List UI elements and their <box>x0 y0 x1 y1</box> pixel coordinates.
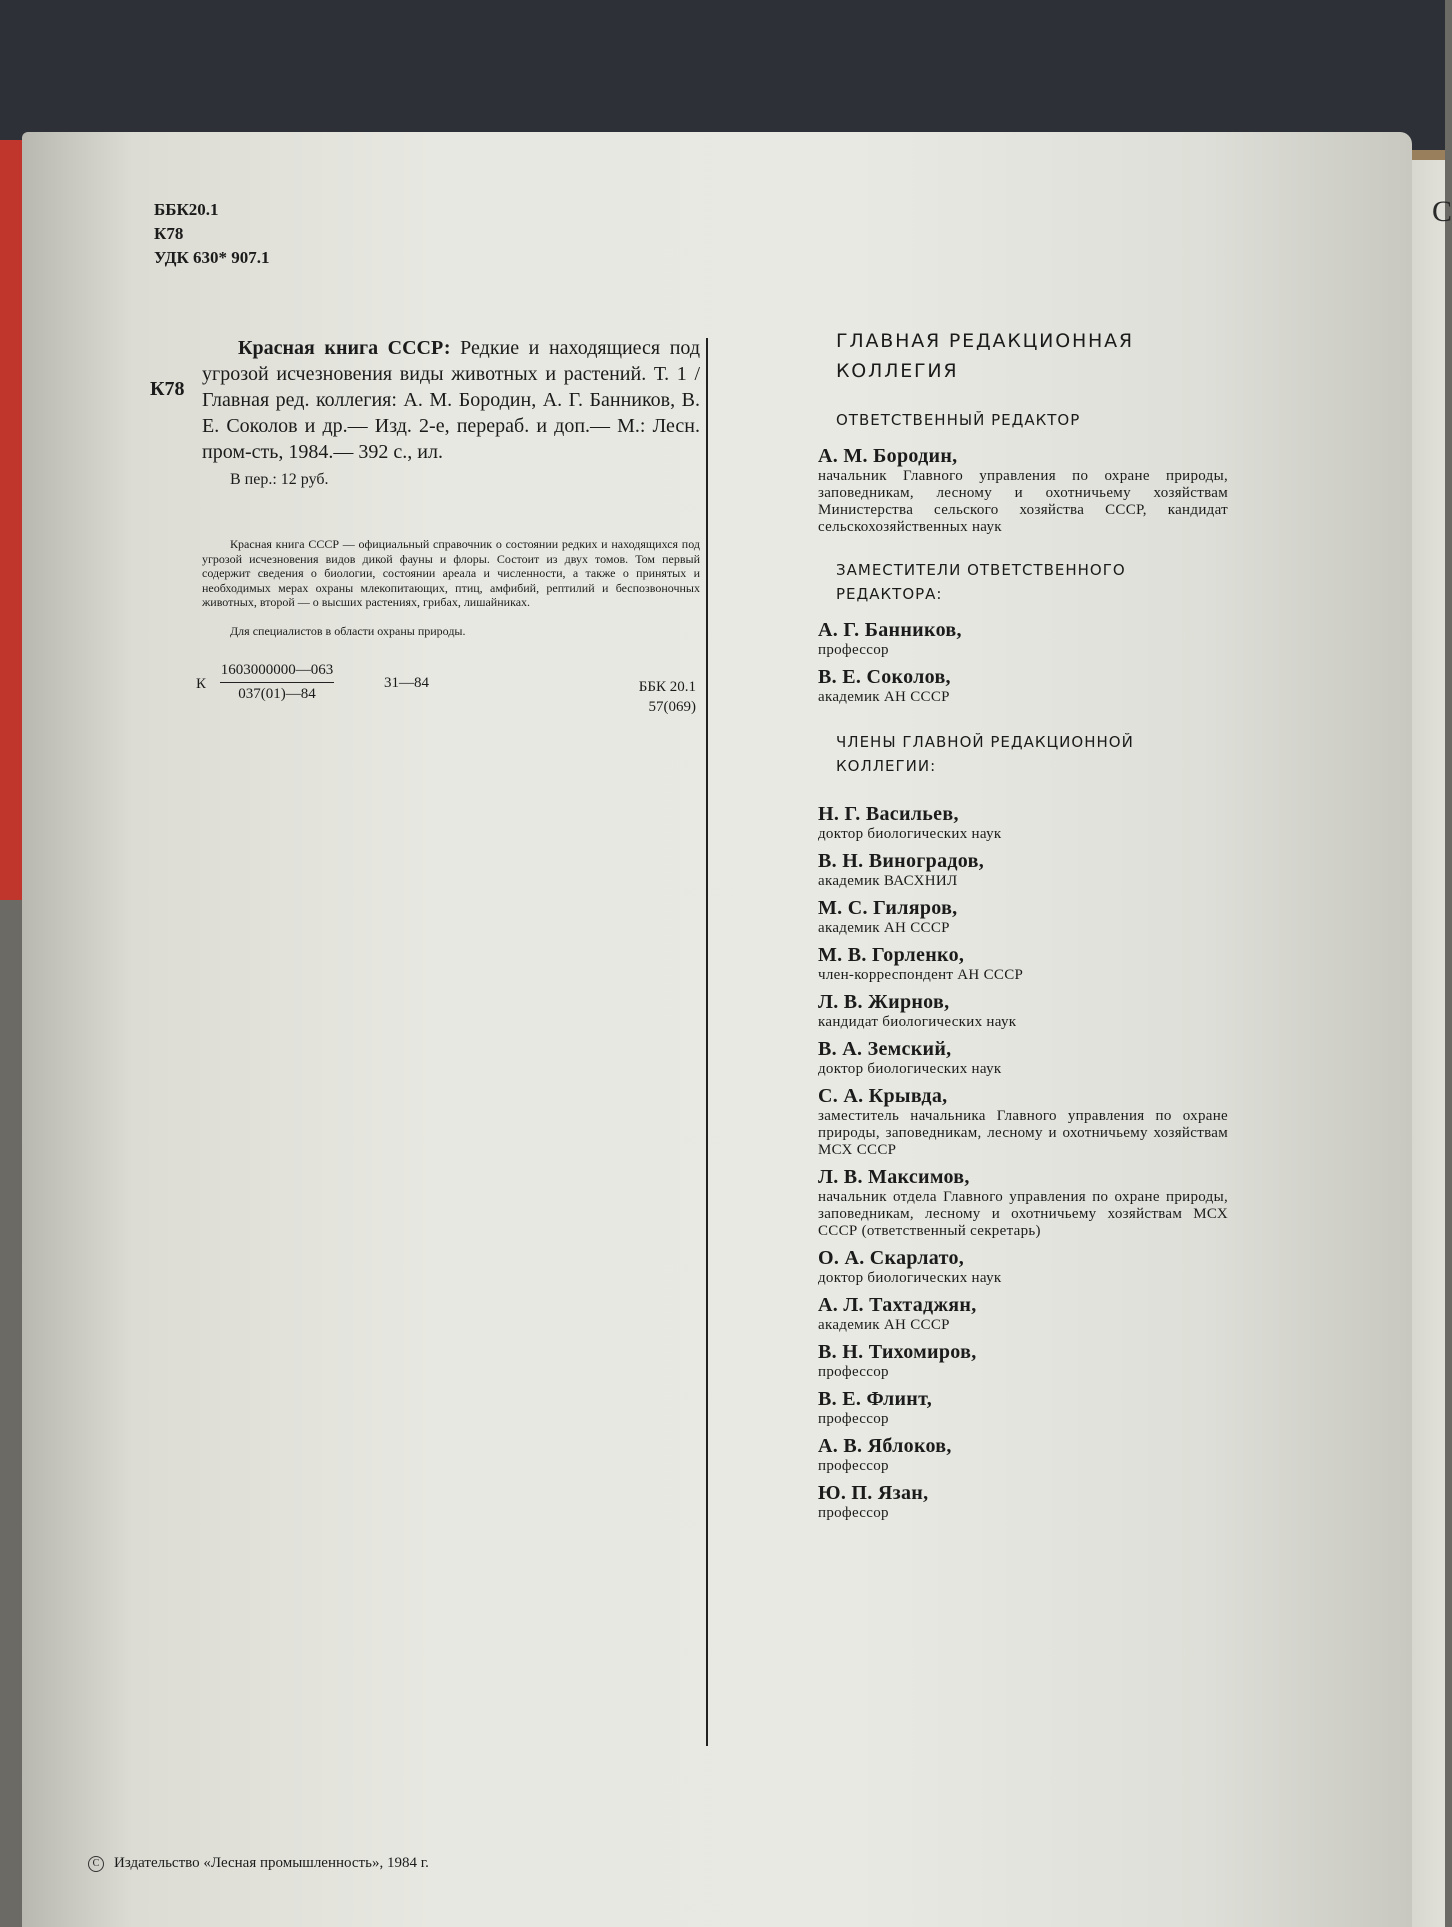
entry-text: Редкие и находящиеся под угрозой исчезновения виды животных и растений. Т. 1 / Главная ред. коллегия: А. М. Бородин, А. Г. Банников, В. Е. Соколов и др.— Изд. 2-е, перераб. и доп.— М.: Лесн. пром-сть, 1984.— 392 с., ил. <box>202 337 700 463</box>
person-role: профессор <box>818 642 889 658</box>
person-role: академик АН СССР <box>818 689 950 705</box>
copyright-symbol: С <box>88 1856 104 1872</box>
person <box>818 990 1228 1031</box>
entry-code: К78 <box>150 378 185 400</box>
person <box>818 1084 1228 1159</box>
person-name: В. Е. Соколов, <box>818 666 951 688</box>
chief-editor <box>818 444 1228 536</box>
person-role: доктор биологических наук <box>818 1061 1002 1077</box>
person-role: начальник Главного управления по охране природы, заповедникам, лесному и охотничьему хозяйствам Министерства сельского хозяйства СССР, кандидат сельскохозяйственных наук <box>818 468 1228 535</box>
person <box>818 849 1228 890</box>
person-role: академик АН СССР <box>818 1317 950 1333</box>
person <box>818 1165 1228 1240</box>
copyright-line <box>88 1855 429 1872</box>
deputies-list <box>818 618 1228 706</box>
copyright-text: Издательство «Лесная промышленность», 1984 г. <box>114 1855 429 1871</box>
person-role: профессор <box>818 1458 889 1474</box>
person-name: Ю. П. Язан, <box>818 1482 929 1504</box>
classification-codes <box>154 198 270 270</box>
members-list <box>818 802 1228 1522</box>
person-name: С. А. Крывда, <box>818 1085 948 1107</box>
annotation: Красная книга СССР — официальный справочник о состоянии редких и находящихся под угрозой исчезновения видов дикой фауны и флоры. Состоит из двух томов. Том первый содержит сведения о биологии, состоянии ареала и численности, а также о принятых и необходимых мерах охраны млекопитающих, птиц, амфибий, рептилий и беспозвоночных животных, второй — о высших растениях, грибах, лишайниках. <box>202 537 700 609</box>
price: В пер.: 12 руб. <box>230 471 329 488</box>
code-k: К <box>196 676 207 692</box>
person-name: Л. В. Жирнов, <box>818 991 950 1013</box>
person <box>818 1293 1228 1334</box>
code-bbk <box>612 677 696 717</box>
code-bbk-line1: ББК 20.1 <box>638 679 696 695</box>
person <box>818 896 1228 937</box>
person-name: В. А. Земский, <box>818 1038 952 1060</box>
chief-heading: ОТВЕТСТВЕННЫЙ РЕДАКТОР <box>836 411 1081 429</box>
person-name: В. Е. Флинт, <box>818 1388 933 1410</box>
column-divider <box>706 338 708 1746</box>
person <box>818 665 1228 706</box>
annotation-audience: Для специалистов в области охраны природы. <box>230 624 466 638</box>
members-heading: ЧЛЕНЫ ГЛАВНОЙ РЕДАКЦИОННОЙ КОЛЛЕГИИ: <box>836 733 1134 775</box>
person-role: профессор <box>818 1505 889 1521</box>
person-role: профессор <box>818 1411 889 1427</box>
person-name: А. М. Бородин, <box>818 445 958 467</box>
person-name: М. В. Горленко, <box>818 944 965 966</box>
person-role: доктор биологических наук <box>818 826 1002 842</box>
deputies-heading: ЗАМЕСТИТЕЛИ ОТВЕТСТВЕННОГО РЕДАКТОРА: <box>836 561 1126 603</box>
person-role: доктор биологических наук <box>818 1270 1002 1286</box>
person-name: В. Н. Виноградов, <box>818 850 985 872</box>
person-name: О. А. Скарлато, <box>818 1247 965 1269</box>
person-name: М. С. Гиляров, <box>818 897 958 919</box>
person-name: А. Г. Банников, <box>818 619 962 641</box>
person <box>818 1387 1228 1428</box>
entry-title: Красная книга СССР: <box>238 337 451 359</box>
person-name: В. Н. Тихомиров, <box>818 1341 977 1363</box>
person <box>818 1246 1228 1287</box>
board-title: ГЛАВНАЯ РЕДАКЦИОННАЯ КОЛЛЕГИЯ <box>836 330 1134 382</box>
bbk-code: ББК20.1 <box>154 200 219 219</box>
person <box>818 1481 1228 1522</box>
udk-code: УДК 630* 907.1 <box>154 248 270 267</box>
person-role: начальник отдела Главного управления по охране природы, заповедникам, лесному и охотничьему хозяйствам МСХ СССР (ответственный секретарь) <box>818 1189 1228 1239</box>
person <box>818 1037 1228 1078</box>
person <box>818 802 1228 843</box>
person-name: А. Л. Тахтаджян, <box>818 1294 977 1316</box>
code-fraction <box>220 662 334 703</box>
code-bbk-line2: 57(069) <box>648 699 696 715</box>
person-name: Н. Г. Васильев, <box>818 803 959 825</box>
background-top <box>0 0 1445 150</box>
person-role: академик АН СССР <box>818 920 950 936</box>
person-role: заместитель начальника Главного управления по охране природы, заповедникам, лесному и охотничьему хозяйствам МСХ СССР <box>818 1108 1228 1158</box>
code-numerator: 1603000000—063 <box>220 662 334 683</box>
person-role: академик ВАСХНИЛ <box>818 873 958 889</box>
person-name: А. В. Яблоков, <box>818 1435 952 1457</box>
person-role: профессор <box>818 1364 889 1380</box>
next-page-letter: С <box>1432 195 1452 228</box>
person-name: Л. В. Максимов, <box>818 1166 970 1188</box>
author-code: К78 <box>154 224 184 243</box>
person <box>818 618 1228 659</box>
person-role: член-корреспондент АН СССР <box>818 967 1024 983</box>
code-denominator: 037(01)—84 <box>238 686 316 702</box>
person <box>818 943 1228 984</box>
person <box>818 1340 1228 1381</box>
code-middle: 31—84 <box>384 675 429 691</box>
editorial-board <box>818 326 1228 1528</box>
person <box>818 1434 1228 1475</box>
catalog-entry <box>202 335 700 465</box>
person-role: кандидат биологических наук <box>818 1014 1017 1030</box>
